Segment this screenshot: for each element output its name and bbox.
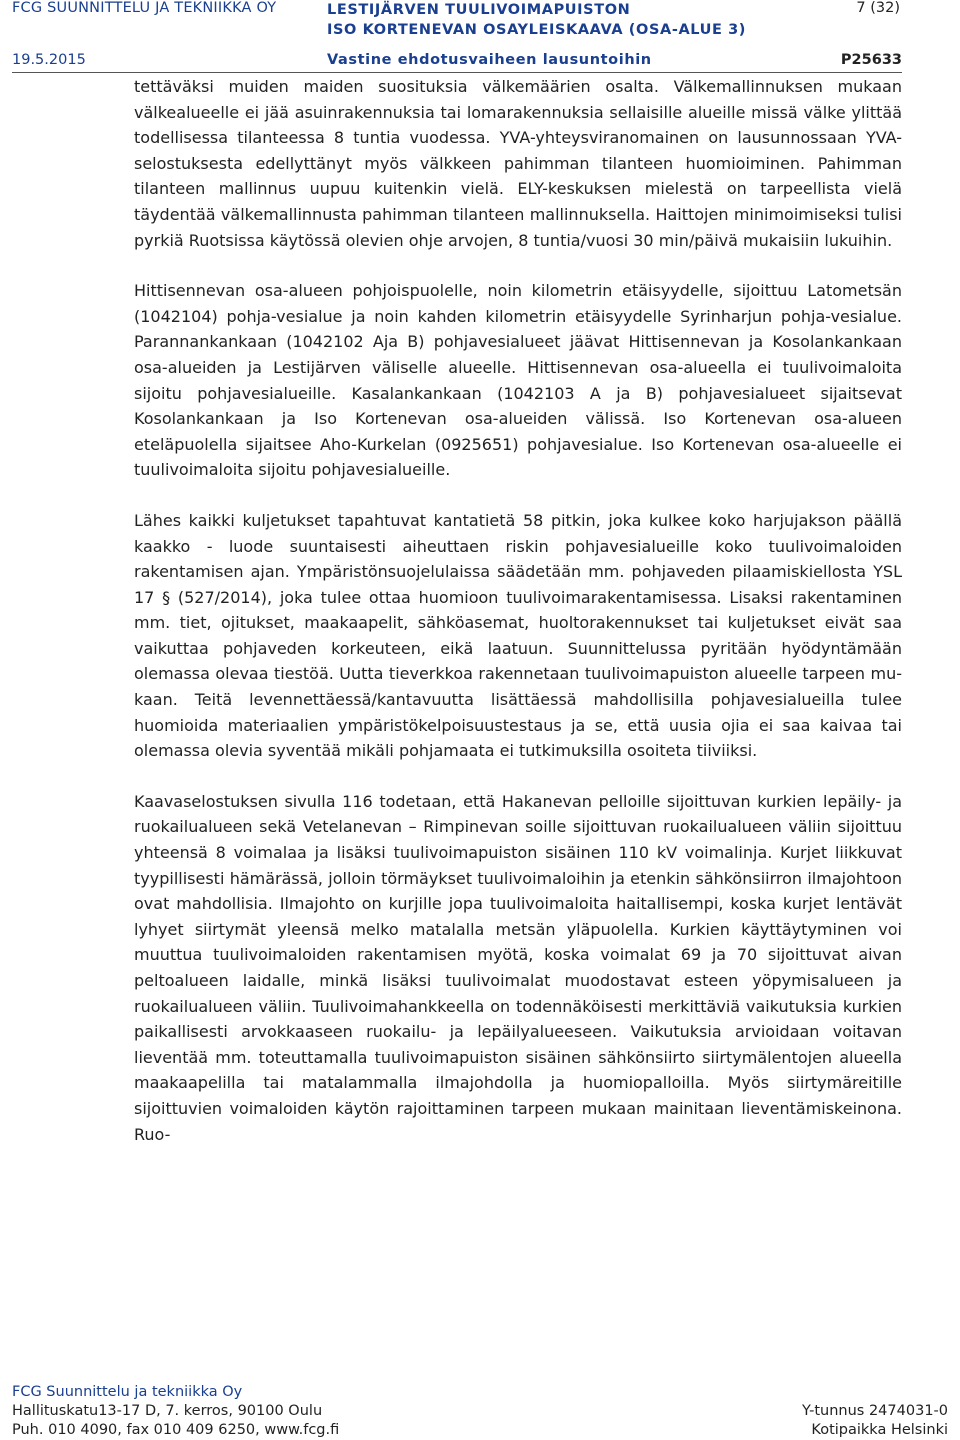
- paragraph: Lähes kaikki kuljetukset tapahtuvat kantatietä 58 pitkin, joka kulkee koko harjujakson päällä kaakko - luode suuntaisesti aiheuttaen riskin pohjavesialueille koko tuulivoimaloiden rakentamisen ajan. Ympäristönsuojelulaissa säädetään mm. pohjaveden pilaamiskiellosta YSL 17 § (527/2014), joka tulee ottaa huomioon tuulivoimarakentamisessa. Lisaksi rakentaminen mm. tiet, ojitukset, maakaapelit, sähköasemat, huoltorakennukset tai kuljetukset eivät saa vaikuttaa pohjaveden korkeuteen, eikä laatuun. Suunnittelussa pyritään hyödyntämään olemassa olevaa tiestöä. Uutta tieverkkoa rakennetaan tuulivoimapuiston alueelle tarpeen mukaan. Teitä levennettäessä/kantavuutta lisättäessä mahdollisilla pohjavesialueilla tulee huomioida materiaalien ympäristökelpoisuustestaus ja se, että uusia ojia ei saa kaivaa tai olemassa olevia syventää mikäli pohjamaata ei tutkimuksilla osoiteta tiiviiksi.: [134, 510, 902, 761]
- paragraph: Hittisennevan osa-alueen pohjoispuolelle, noin kilometrin etäisyydelle, sijoittuu Latometsän (1042104) pohja-vesialue ja noin kahden kilometrin etäisyydelle Syrinharjun pohja-vesialue. Parannankankaan (1042102 Aja B) pohjavesialueet jäävat Hittisennevan ja Kosolankankaan osa-alueiden ja Lestijärven väliselle alueelle. Hittisennevan osa-alueella ei tuulivoimaloita sijoitu pohjavesialueille. Kasalankankaan (1042103 A ja B) pohjavesialueet sijaitsevat Kosolankankaan ja Iso Kortenevan osa-alueiden välissä. Iso Kortenevan osa-alueen eteläpuolella sijaitsee Aho-Kurkelan (0925651) pohjavesialue. Iso Kortenevan osa-alueelle ei tuulivoimaloita sijoitu pohjavesialueille.: [134, 281, 902, 480]
- footer-contact: Puh. 010 4090, fax 010 409 6250, www.fcg.fi: [12, 1422, 340, 1438]
- project-number: P25633: [840, 52, 902, 68]
- header-company: FCG SUUNNITTELU JA TEKNIIKKA OY: [12, 0, 277, 16]
- page-number: 7 (32): [856, 0, 900, 16]
- header-divider: [12, 72, 902, 73]
- paragraph: Kaavaselostuksen sivulla 116 todetaan, että Hakanevan pelloille sijoittuvan kurkien lepäily- ja ruokailualueen sekä Vetelanevan – Rimpinevan soille sijoittuvan ruokailualueen väliin sijoittuu yhteensä 8 voimalaa ja lisäksi tuulivoimapuiston sisäinen 110 kV voimalinja. Kurjet liikkuvat tyypillisesti hämärässä, jolloin törmäykset tuulivoimaloihin ja etenkin sähkönsiirron ilmajohtoon ovat mahdollisia. Ilmajohto on kurjille jopa tuulivoimaloita haitallisempi, koska kurjet lentävät lyhyet siirtymät yleensä melko matalalla metsän yläpuolella. Kurkien käyttäytyminen voi muuttua tuulivoimaloiden rakentamisen myötä, koska voimalat 69 ja 70 sijoittuvat aivan peltoalueen laidalle, minkä lisäksi tuulivoimalat muodostavat esteen yöpymisalueen ja ruokailualueen väliin. Tuulivoimahankkeella on todennäköisesti merkittäviä vaikutuksia kurkien paikallisesti arvokkaaseen ruokailu- ja lepäilyalueeseen. Vaikutuksia arvioidaan voitavan lieventää mm. toteuttamalla tuulivoimapuiston sisäinen sähkönsiirto siirtymälentojen alueella maakaapelilla tai matalammalla ilmajohdolla ja huomiopalloilla. Myös siirtymäreitille sijoittuvien voimaloiden käytön rajoittaminen tarpeen mukaan mainitaan lieventämiskeinona. Ruo-: [134, 791, 902, 1144]
- document-status: Vastine ehdotusvaiheen lausuntoihin: [327, 52, 652, 68]
- document-date: 19.5.2015: [12, 52, 86, 68]
- header-title-line2: ISO KORTENEVAN OSAYLEISKAAVA (OSA-ALUE 3): [327, 22, 747, 38]
- header-title-line1: LESTIJÄRVEN TUULIVOIMAPUISTON: [327, 2, 631, 18]
- document-body: [134, 74, 902, 1172]
- footer-business-id: Y-tunnus 2474031-0: [801, 1403, 948, 1419]
- paragraph: tettäväksi muiden maiden suosituksia välkemäärien osalta. Välkemallinnuksen mukaan välkealueelle ei jää asuinrakennuksia tai lomarakennuksia sellaisille alueille missä välke ylittää todellisessa tilanteessa 8 tuntia vuodessa. YVA-yhteysviranomainen on lausunnossaan YVA-selostuksesta edellyttänyt myös välkkeen pahimman tilanteen huomioiminen. Pahimman tilanteen mallinnus uupuu kuitenkin vielä. ELY-keskuksen mielestä on tarpeellista vielä täydentää välkemallinnusta pahimman tilanteen mallinnuksella. Haittojen minimoimiseksi tulisi pyrkiä Ruotsissa käytössä olevien ohje arvojen, 8 tuntia/vuosi 30 min/päivä mukaisiin lukuihin.: [134, 77, 902, 250]
- footer-company: FCG Suunnittelu ja tekniikka Oy: [12, 1384, 243, 1400]
- header-title: [327, 0, 746, 40]
- footer-domicile: Kotipaikka Helsinki: [811, 1422, 948, 1438]
- footer-address: Hallituskatu13-17 D, 7. kerros, 90100 Oulu: [12, 1403, 323, 1419]
